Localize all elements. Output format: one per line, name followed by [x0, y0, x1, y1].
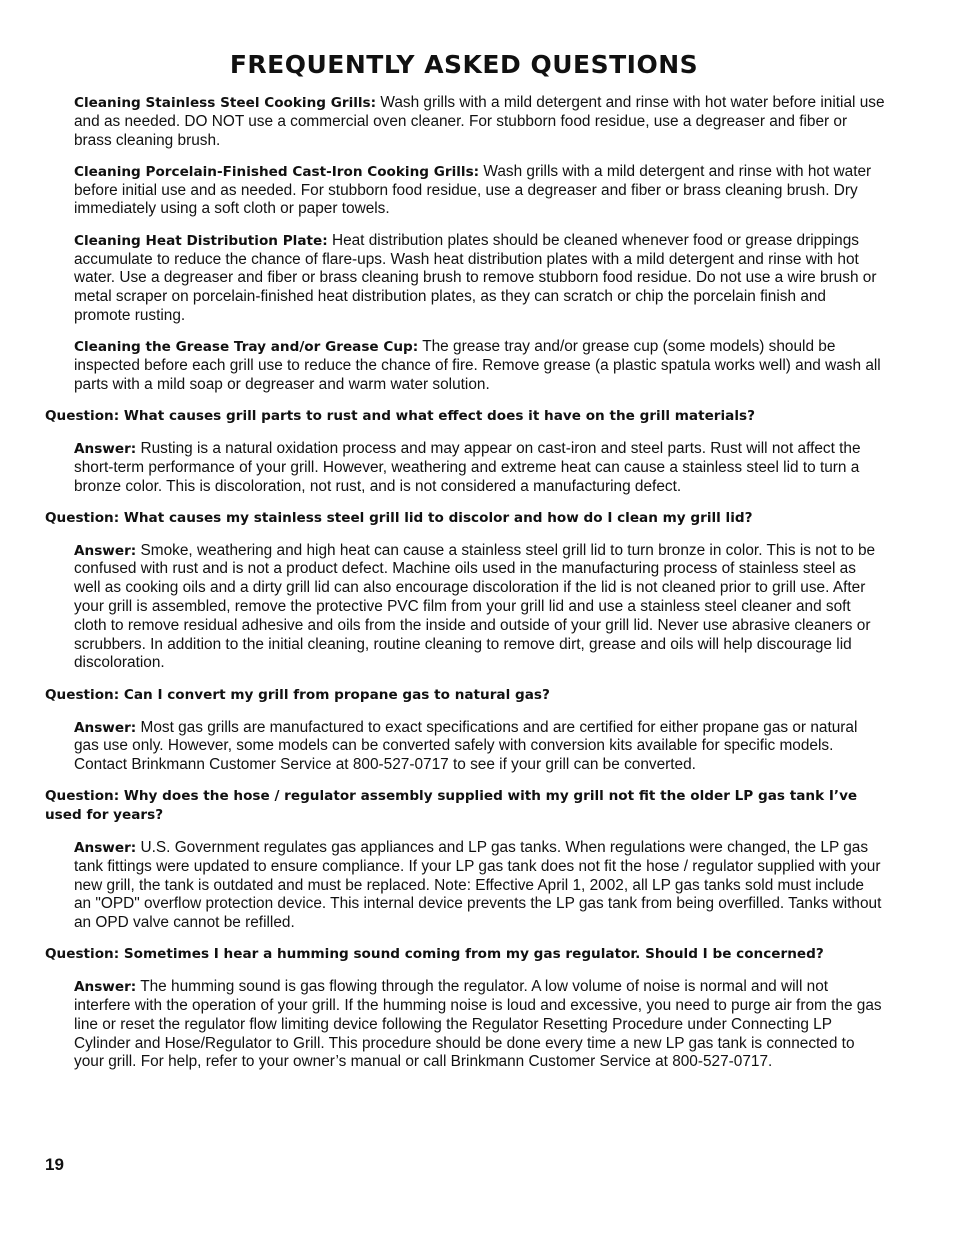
cleaning-heat-plate [74, 232, 885, 326]
faq-question-lid-discolor: Question: What causes my stainless steel grill lid to discolor and how do I clean my grill lid? [45, 509, 753, 526]
cleaning-porcelain-grills [74, 163, 885, 219]
faq-question-hose-fit: Question: Why does the hose / regulator assembly supplied with my grill not fit the older LP gas tank I’ve used for years? [45, 788, 858, 824]
cleaning-lead: Cleaning Stainless Steel Cooking Grills: [74, 95, 377, 111]
answer-label: Answer: [74, 979, 137, 996]
cleaning-text: Heat distribution plates should be cleaned whenever food or grease drippings accumulate to reduce the chance of flare-ups. Wash heat distribution plates with a mild detergent and rinse with hot water. Use a degreaser and fiber or brass cleaning brush to remove stubborn food residue. Do not use a wire brush or metal scraper on porcelain-finished heat distribution plates, as they can scratch or chip the porcelain finish and promote rusting. [74, 231, 877, 324]
faq-answer-humming [74, 978, 885, 1072]
page-title: FREQUENTLY ASKED QUESTIONS [229, 50, 699, 79]
answer-text: The humming sound is gas flowing through the regulator. A low volume of noise is normal and will not interfere with the operation of your grill. If the humming noise is loud and excessive, you need to purge air from the gas line or reset the regulator flow limiting device following the Regulator Resetting Procedure under Connecting LP Cylinder and Hose/Regulator to Grill. This procedure should be done every time a new LP gas tank is connected to your grill. For help, refer to your owner’s manual or call Brinkmann Customer Service at 800-527-0717. [74, 978, 882, 1071]
cleaning-text: Wash grills with a mild detergent and rinse with hot water before initial use and as needed. DO NOT use a commercial oven cleaner. For stubborn food residue, use a degreaser and fiber or brass cleaning brush. [74, 94, 885, 149]
cleaning-lead: Cleaning Heat Distribution Plate: [74, 232, 328, 249]
cleaning-lead: Cleaning Porcelain-Finished Cast-Iron Cooking Grills: [74, 163, 480, 180]
faq-question-humming: Question: Sometimes I hear a humming sound coming from my gas regulator. Should I be concerned? [45, 946, 824, 963]
answer-label: Answer: [74, 542, 137, 559]
faq-answer-convert-gas [74, 719, 885, 775]
cleaning-text: The grease tray and/or grease cup (some models) should be inspected before each grill use to reduce the chance of fire. Remove grease (a plastic spatula works well) and wash all parts with a mild soap or degreaser and warm water solution. [74, 338, 881, 393]
faq-answer-rust [74, 440, 885, 496]
page-number: 19 [45, 1155, 64, 1174]
faq-question-convert-gas: Question: Can I convert my grill from propane gas to natural gas? [45, 686, 550, 703]
cleaning-text: Wash grills with a mild detergent and rinse with hot water before initial use and as needed. For stubborn food residue, use a degreaser and fiber or brass cleaning brush. Dry immediately using a soft cloth or paper towels. [74, 162, 872, 218]
faq-answer-lid-discolor [74, 542, 885, 674]
cleaning-lead: Cleaning the Grease Tray and/or Grease Cup: [74, 339, 419, 356]
cleaning-grease-tray [74, 338, 885, 394]
cleaning-stainless-grills [74, 94, 885, 150]
answer-text: Rusting is a natural oxidation process and may appear on cast-iron and steel parts. Rust will not affect the short-term performance of your grill. However, weathering and extreme heat can cause a stainless steel lid to turn a bronze color. This is discoloration, not rust, and is not considered a manufacturing defect. [74, 439, 861, 495]
answer-text: Smoke, weathering and high heat can cause a stainless steel grill lid to turn bronze in color. This is not to be confused with rust and is not a product defect. Machine oils used in the manufacturing process of stainless steel as well as cooking oils and a dirty grill lid can also encourage discoloration if the lid is not cleaned prior to grill use. After your grill is assembled, remove the protective PVC film from your grill lid and use a stainless steel cleaner and soft cloth to remove residual adhesive and oils from the inside and outside of your grill lid. Never use abrasive cleaners or scrubbers. In addition to the initial cleaning, routine cleaning to remove dirt, grease and oils will help discourage lid discoloration. [74, 541, 876, 672]
answer-text: Most gas grills are manufactured to exact specifications and are certified for either propane gas or natural gas use only. However, some models can be converted safely with conversion kits available for specific models. Contact Brinkmann Customer Service at 800-527-0717 to see if your grill can be converted. [74, 718, 858, 774]
faq-question-rust: Question: What causes grill parts to rust and what effect does it have on the grill materials? [45, 408, 755, 425]
answer-text: U.S. Government regulates gas appliances and LP gas tanks. When regulations were changed, the LP gas tank fittings were updated to ensure compliance. If your LP gas tank does not fit the hose / regulator supplied with your new grill, the tank is outdated and must be replaced. Note: Effective April 1, 2002, all LP gas tanks sold must include an "OPD" overflow protection device. This internal device prevents the LP gas tank from being overfilled. Tanks without an OPD valve cannot be refilled. [74, 839, 882, 932]
answer-label: Answer: [74, 719, 137, 736]
answer-label: Answer: [74, 840, 137, 856]
faq-answer-hose-fit [74, 839, 885, 933]
faq-content [45, 94, 885, 1085]
answer-label: Answer: [74, 440, 137, 457]
